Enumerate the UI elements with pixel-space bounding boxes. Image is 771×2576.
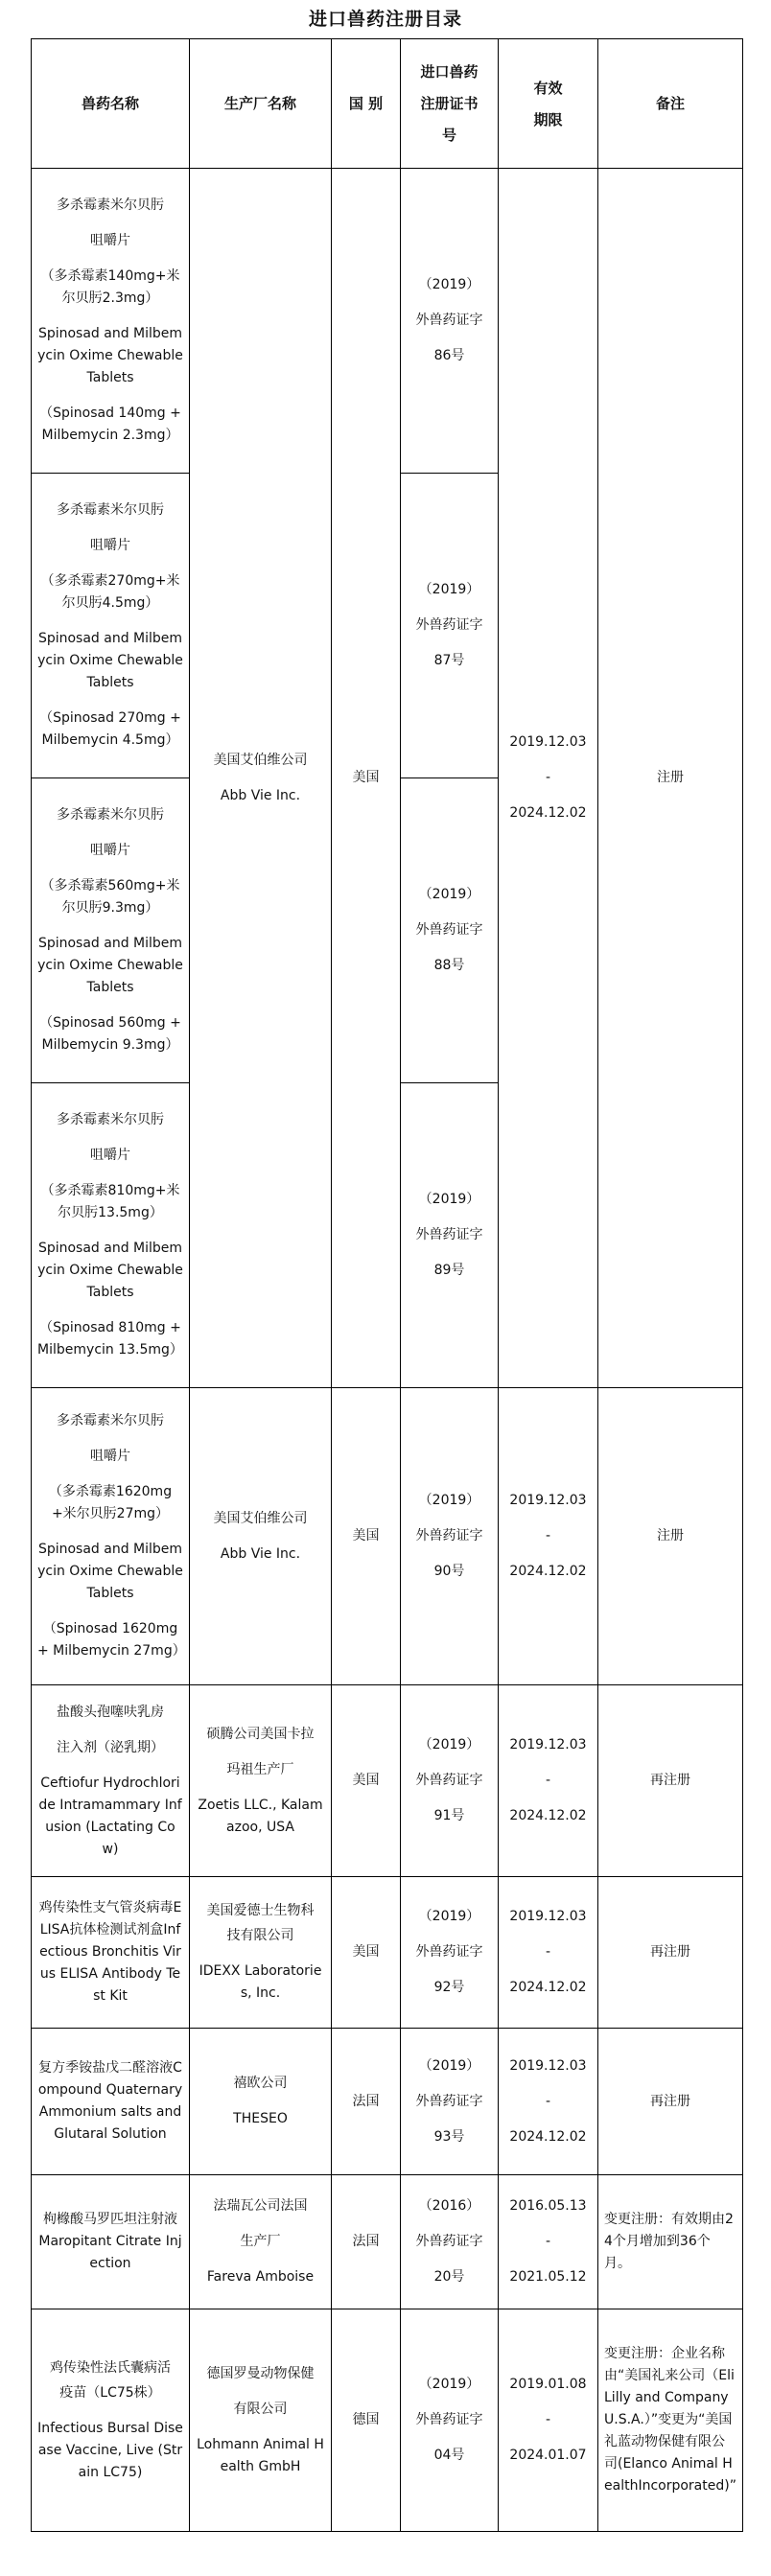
maker-cell	[190, 2309, 332, 2532]
text-line: 04号	[433, 2448, 465, 2463]
text-line: -	[545, 2234, 551, 2249]
text-line: 外兽药证字	[415, 2234, 483, 2249]
text-line: 2024.12.02	[509, 1808, 587, 1823]
text-line: （Spinosad 270mg + Milbemycin 4.5mg）	[39, 710, 181, 748]
text-line: 91号	[433, 1808, 465, 1823]
text-line: 多杀霉素米尔贝肟	[57, 1112, 164, 1127]
text-line: 86号	[433, 348, 465, 363]
text-line: 外兽药证字	[415, 313, 483, 328]
text-line: 87号	[433, 653, 465, 668]
text-line: （多杀霉素140mg+米尔贝肟2.3mg）	[40, 268, 180, 306]
text-line: 90号	[433, 1564, 465, 1579]
text-line: 89号	[433, 1263, 465, 1278]
drug-name-cell	[32, 1685, 190, 1877]
cert-cell	[401, 2309, 499, 2532]
text-line: 2019.12.03	[509, 734, 587, 750]
text-line: （2019）	[418, 1909, 480, 1924]
text-line: IDEXX Laboratories, Inc.	[199, 1963, 322, 2001]
header-validity	[499, 39, 598, 169]
registration-table	[31, 38, 743, 2532]
text-line: 外兽药证字	[415, 1528, 483, 1543]
validity-cell	[499, 2175, 598, 2309]
text-line: 德国罗曼动物保健	[206, 2365, 315, 2381]
text-line: 2016.05.13	[509, 2198, 587, 2214]
country-cell: 美国	[332, 1388, 401, 1685]
text-line: 多杀霉素米尔贝肟	[57, 197, 164, 213]
text-line: 2024.12.02	[509, 2128, 587, 2145]
text-line: 有限公司	[233, 2401, 288, 2417]
text-line: （2019）	[418, 277, 480, 292]
text-line: （2019）	[418, 2057, 480, 2074]
country-cell: 美国	[332, 1685, 401, 1877]
text-line: 外兽药证字	[415, 1944, 483, 1960]
text-line: 2019.01.08	[509, 2377, 587, 2392]
text-line: -	[545, 770, 551, 785]
text-line: 咀嚼片	[90, 843, 130, 858]
text-line: 注册证书	[420, 95, 479, 112]
validity-cell	[499, 1685, 598, 1877]
text-line: 进口兽药	[420, 63, 479, 81]
text-line: Lohmann Animal Health GmbH	[197, 2436, 324, 2474]
header-country: 国 别	[332, 39, 401, 169]
text-line: （多杀霉素1620mg+米尔贝肟27mg）	[48, 1484, 173, 1521]
text-line: 咀嚼片	[90, 1449, 130, 1464]
cert-cell	[401, 169, 499, 474]
header-cert	[401, 39, 499, 169]
text-line: （多杀霉素270mg+米尔贝肟4.5mg）	[40, 573, 180, 611]
table-row	[32, 1685, 743, 1877]
text-line: 外兽药证字	[415, 1773, 483, 1788]
maker-cell	[190, 1388, 332, 1685]
cert-cell	[401, 2175, 499, 2309]
text-line: 2019.12.03	[509, 1493, 587, 1508]
text-line: 20号	[433, 2269, 465, 2285]
text-line: 硕腾公司美国卡拉	[206, 1726, 315, 1742]
header-maker: 生产厂名称	[190, 39, 332, 169]
text-line: 美国艾伯维公司	[213, 1510, 308, 1526]
text-line: 注入剂（泌乳期）	[57, 1739, 164, 1755]
text-line: 2019.12.03	[509, 1909, 587, 1924]
country-cell: 德国	[332, 2309, 401, 2532]
drug-name-cell: 鸡传染性支气管炎病毒ELISA抗体检测试剂盒Infectious Bronchitis Virus ELISA Antibody Test Kit	[32, 1877, 190, 2029]
text-line: -	[545, 1773, 551, 1788]
text-line: （2019）	[418, 887, 480, 902]
maker-cell	[190, 2175, 332, 2309]
text-line: -	[545, 1528, 551, 1543]
text-line: 2021.05.12	[509, 2269, 587, 2285]
note-cell: 变更注册：企业名称由“美国礼来公司（Eli Lilly and Company U.S.A.）”变更为“美国礼蓝动物保健有限公司(Elanco Animal HealthIncorporated)”	[598, 2309, 743, 2532]
page-title: 进口兽药注册目录	[308, 9, 462, 30]
maker-cell	[190, 2029, 332, 2175]
text-line: 生产厂	[240, 2234, 281, 2249]
drug-name-cell	[32, 169, 190, 474]
text-line: （Spinosad 1620mg + Milbemycin 27mg）	[37, 1621, 186, 1659]
validity-cell	[499, 169, 598, 1388]
maker-cell	[190, 1685, 332, 1877]
validity-cell	[499, 2029, 598, 2175]
text-line: 咀嚼片	[90, 538, 130, 553]
validity-cell	[499, 1388, 598, 1685]
text-line: THESEO	[233, 2111, 288, 2126]
drug-name-cell: 枸橼酸马罗匹坦注射液Maropitant Citrate Injection	[32, 2175, 190, 2309]
note-cell: 变更注册：有效期由24个月增加到36个月。	[598, 2175, 743, 2309]
drug-name-cell: 复方季铵盐戊二醛溶液Compound Quaternary Ammonium salts and Glutaral Solution	[32, 2029, 190, 2175]
country-cell: 美国	[332, 1877, 401, 2029]
text-line: 2024.12.02	[509, 1980, 587, 1995]
cert-cell	[401, 2029, 499, 2175]
text-line: Abb Vie Inc.	[220, 1545, 301, 1562]
text-line: （多杀霉素810mg+米尔贝肟13.5mg）	[40, 1183, 180, 1220]
drug-name-cell	[32, 1388, 190, 1685]
text-line: Spinosad and Milbemycin Oxime Chewable Tablets	[37, 1542, 183, 1601]
text-line: 鸡传染性法氏囊病活	[50, 2359, 171, 2376]
text-line: 2024.12.02	[509, 1564, 587, 1579]
header-row	[32, 39, 743, 169]
text-line: Fareva Amboise	[206, 2269, 315, 2285]
text-line: （2019）	[418, 1737, 480, 1752]
maker-cell	[190, 169, 332, 1388]
text-line: （Spinosad 810mg + Milbemycin 13.5mg）	[37, 1320, 183, 1358]
country-cell: 法国	[332, 2175, 401, 2309]
text-line: 咀嚼片	[90, 233, 130, 248]
text-line: 美国艾伯维公司	[213, 752, 308, 768]
text-line: -	[545, 2093, 551, 2109]
table-row	[32, 2029, 743, 2175]
text-line: 号	[441, 127, 456, 144]
text-line: （Spinosad 560mg + Milbemycin 9.3mg）	[39, 1015, 181, 1053]
text-line: 外兽药证字	[415, 2412, 483, 2427]
text-line: 2019.12.03	[509, 2057, 587, 2074]
text-line: （2016）	[418, 2198, 480, 2214]
text-line: 2024.01.07	[509, 2448, 587, 2463]
table-row	[32, 1388, 743, 1685]
text-line: （2019）	[418, 2377, 480, 2392]
note-cell: 再注册	[598, 2029, 743, 2175]
text-line: 多杀霉素米尔贝肟	[57, 807, 164, 823]
text-line: 咀嚼片	[90, 1148, 130, 1163]
text-line: 法瑞瓦公司法国	[213, 2198, 308, 2214]
text-line: 外兽药证字	[415, 617, 483, 633]
cert-cell	[401, 1877, 499, 2029]
note-cell: 注册	[598, 1388, 743, 1685]
text-line: Zoetis LLC., Kalamazoo, USA	[198, 1797, 323, 1835]
country-cell: 法国	[332, 2029, 401, 2175]
text-line: 有效	[533, 79, 563, 97]
text-line: （2019）	[418, 582, 480, 597]
table-row	[32, 2309, 743, 2532]
validity-cell	[499, 2309, 598, 2532]
text-line: 多杀霉素米尔贝肟	[57, 1413, 164, 1428]
cert-cell	[401, 778, 499, 1083]
text-line: 88号	[433, 958, 465, 973]
note-cell: 再注册	[598, 1685, 743, 1877]
text-line: Infectious Bursal Disease Vaccine, Live (Strain LC75)	[37, 2420, 183, 2480]
text-line: 外兽药证字	[415, 1227, 483, 1242]
drug-name-cell	[32, 778, 190, 1083]
cert-cell	[401, 1685, 499, 1877]
header-name: 兽药名称	[32, 39, 190, 169]
text-line: 外兽药证字	[415, 2093, 483, 2109]
text-line: 疫苗（LC75株）	[59, 2384, 161, 2401]
country-cell: 美国	[332, 169, 401, 1388]
text-line: Spinosad and Milbemycin Oxime Chewable Tablets	[37, 326, 183, 385]
table-row	[32, 169, 743, 474]
text-line: Spinosad and Milbemycin Oxime Chewable Tablets	[37, 1241, 183, 1300]
text-line: （Spinosad 140mg + Milbemycin 2.3mg）	[39, 406, 181, 443]
cert-cell	[401, 1388, 499, 1685]
text-line: -	[545, 1944, 551, 1960]
cert-cell	[401, 1083, 499, 1388]
text-line: -	[545, 2412, 551, 2427]
text-line: Ceftiofur Hydrochloride Intramammary Infusion (Lactating Cow)	[38, 1775, 182, 1857]
table-row	[32, 1877, 743, 2029]
text-line: 93号	[433, 2128, 465, 2145]
text-line: Abb Vie Inc.	[220, 787, 301, 803]
header-note: 备注	[598, 39, 743, 169]
text-line: Spinosad and Milbemycin Oxime Chewable Tablets	[37, 631, 183, 690]
text-line: 外兽药证字	[415, 922, 483, 938]
text-line: 多杀霉素米尔贝肟	[57, 502, 164, 518]
drug-name-cell	[32, 474, 190, 778]
note-cell: 再注册	[598, 1877, 743, 2029]
text-line: （2019）	[418, 1192, 480, 1207]
text-line: 92号	[433, 1980, 465, 1995]
drug-name-cell	[32, 1083, 190, 1388]
note-cell: 注册	[598, 169, 743, 1388]
cert-cell	[401, 474, 499, 778]
text-line: 玛祖生产厂	[226, 1761, 294, 1777]
text-line: Spinosad and Milbemycin Oxime Chewable Tablets	[37, 936, 183, 995]
text-line: 禧欧公司	[233, 2076, 288, 2091]
drug-name-cell	[32, 2309, 190, 2532]
text-line: （2019）	[418, 1493, 480, 1508]
maker-cell	[190, 1877, 332, 2029]
text-line: 技有限公司	[226, 1928, 294, 1943]
text-line: 盐酸头孢噻呋乳房	[57, 1704, 164, 1720]
text-line: （多杀霉素560mg+米尔贝肟9.3mg）	[40, 878, 180, 916]
text-line: 2024.12.02	[509, 805, 587, 821]
text-line: 期限	[533, 110, 563, 128]
table-row	[32, 2175, 743, 2309]
text-line: 美国爱德士生物科	[206, 1903, 315, 1918]
validity-cell	[499, 1877, 598, 2029]
text-line: 2019.12.03	[509, 1737, 587, 1752]
